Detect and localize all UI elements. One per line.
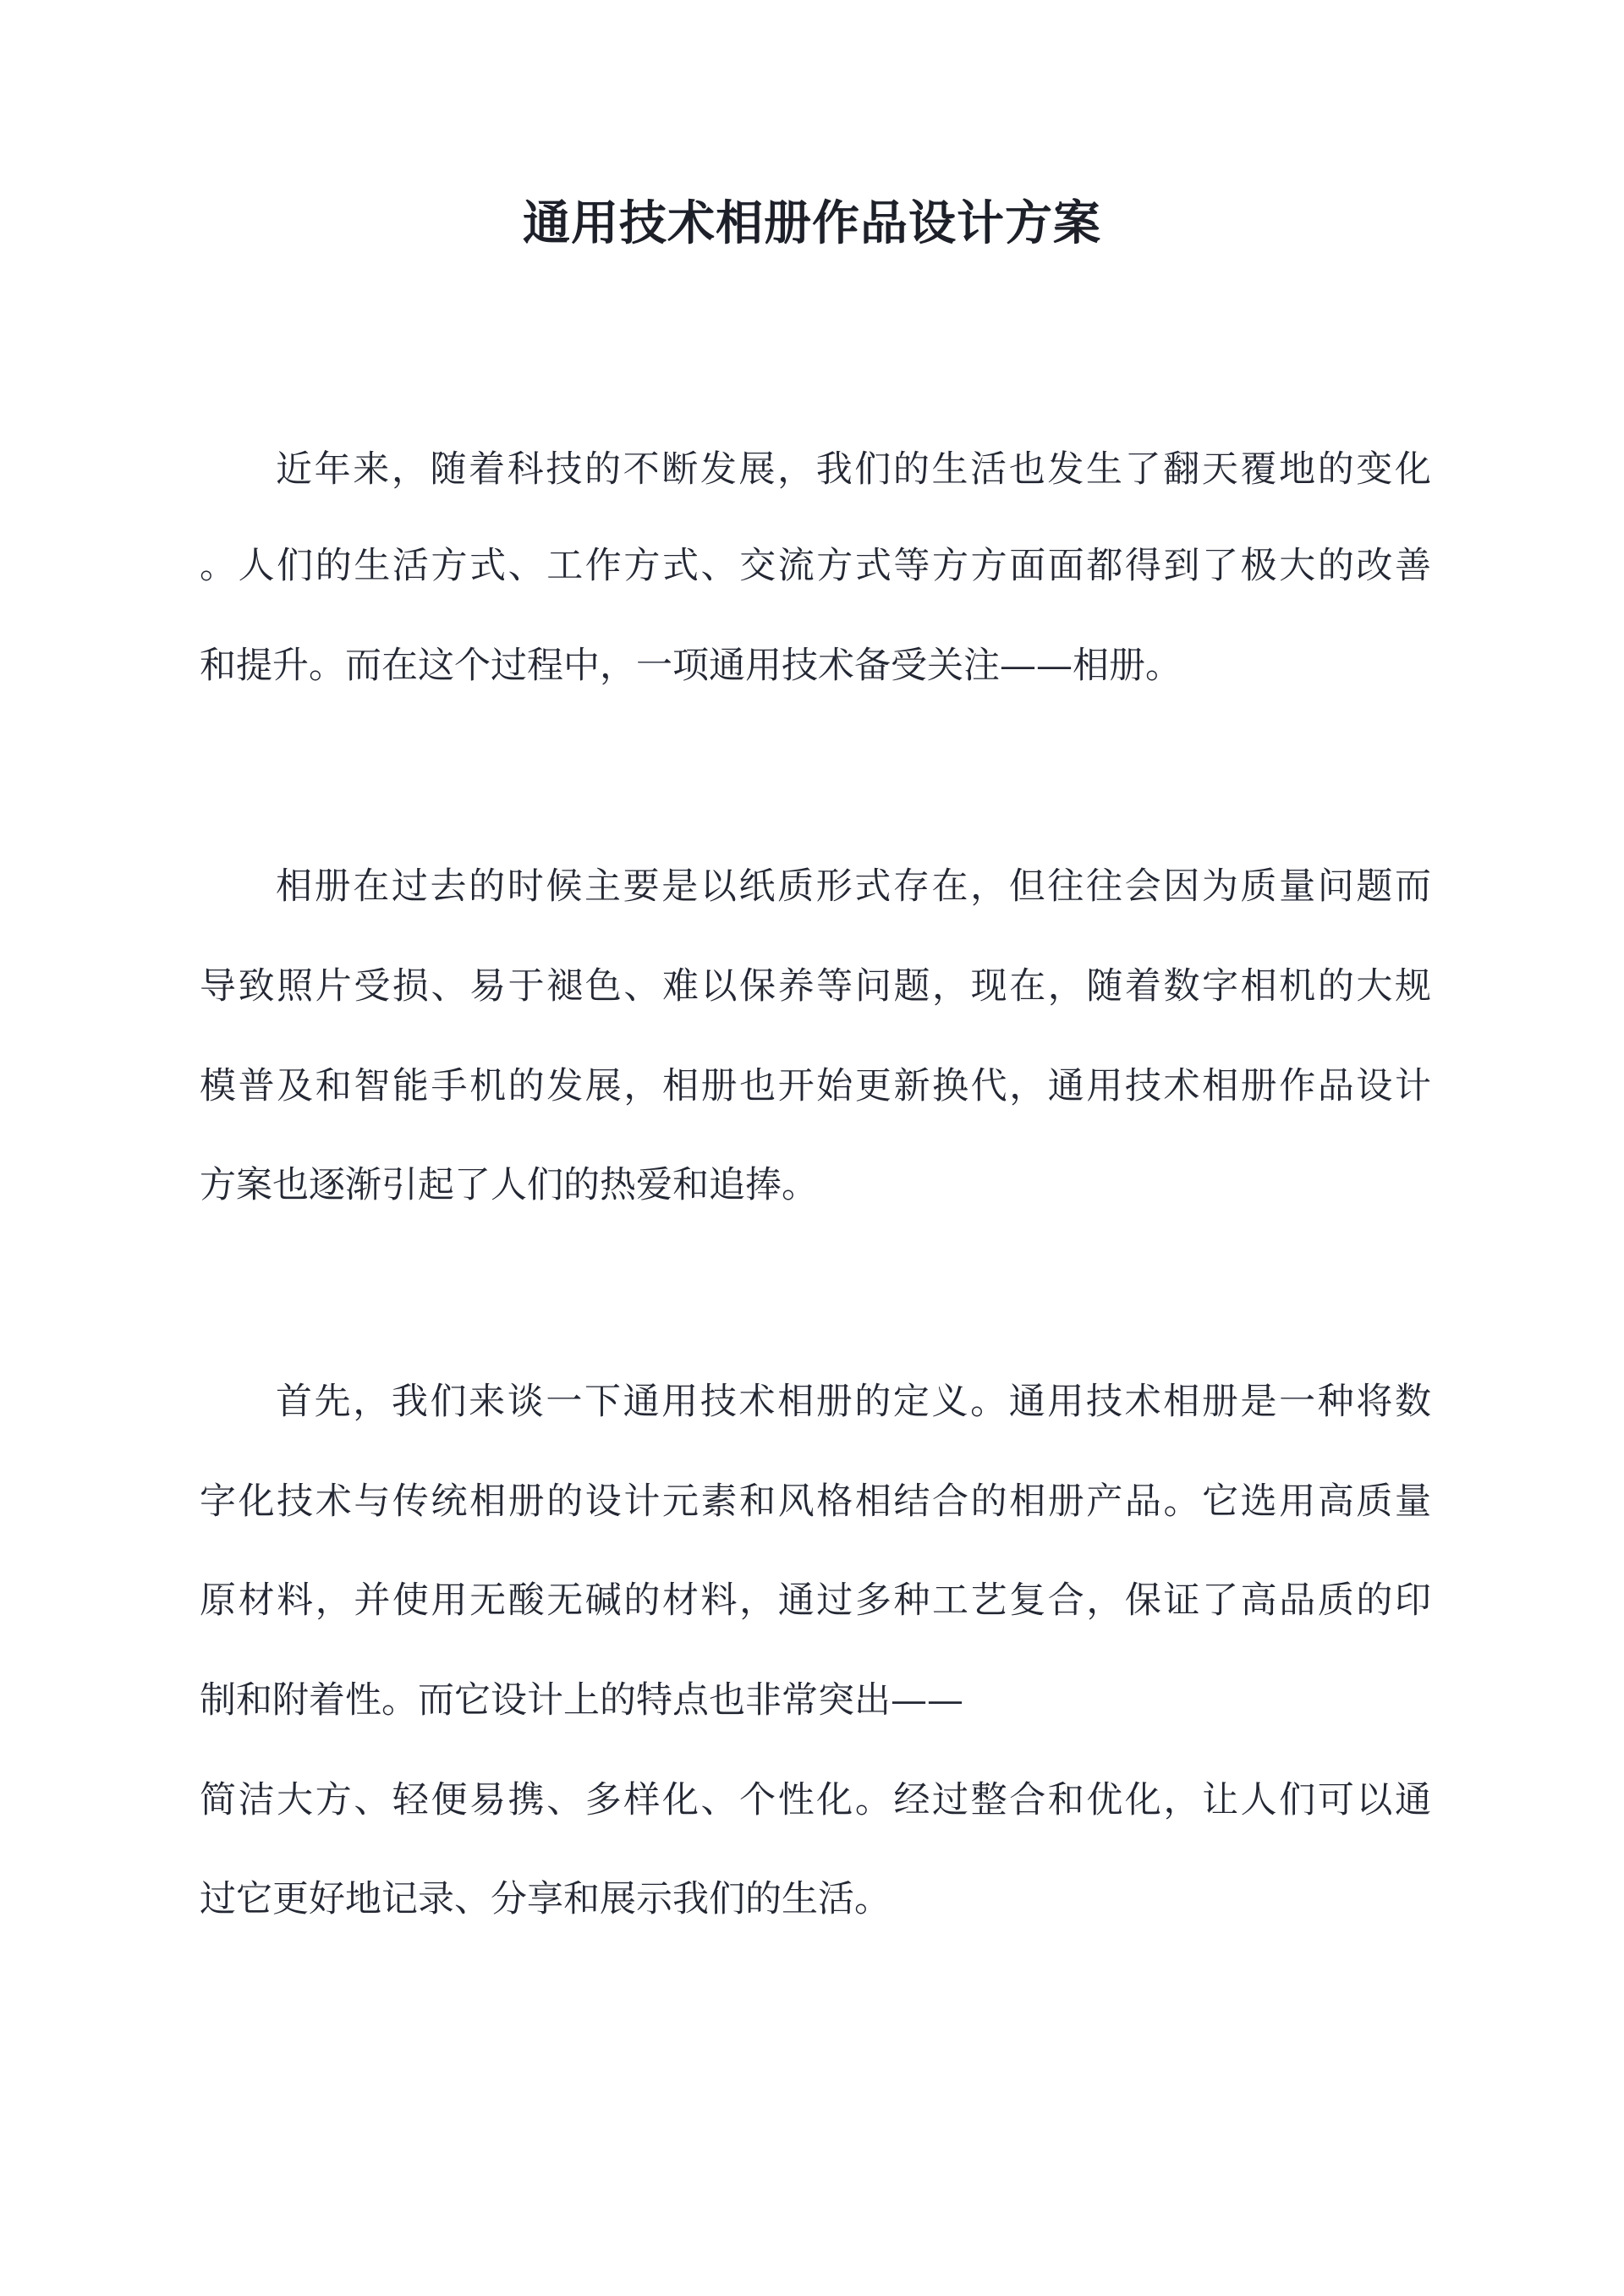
paragraph-line: 。人们的生活方式、工作方式、交流方式等方方面面都得到了极大的改善: [200, 545, 1431, 587]
paragraph-line: 原材料，并使用无酸无碱的材料，通过多种工艺复合，保证了高品质的印: [200, 1579, 1431, 1622]
paragraph-line: 简洁大方、轻便易携、多样化、个性化。经过整合和优化，让人们可以通: [200, 1779, 1431, 1821]
paragraph-line: 模普及和智能手机的发展，相册也开始更新换代，通用技术相册作品设计: [200, 1065, 1431, 1107]
paragraph-line: 方案也逐渐引起了人们的热爱和追捧。: [200, 1164, 818, 1206]
document-title: 通用技术相册作品设计方案: [523, 195, 1101, 251]
paragraph-line: 和提升。而在这个过程中，一项通用技术备受关注——相册。: [200, 645, 1182, 687]
paragraph-line: 过它更好地记录、分享和展示我们的生活。: [200, 1878, 891, 1920]
paragraph-line: 相册在过去的时候主要是以纸质形式存在，但往往会因为质量问题而: [276, 865, 1431, 908]
paragraph-line: 导致照片受损、易于褪色、难以保养等问题，现在，随着数字相机的大规: [200, 965, 1431, 1008]
paragraph-line: 制和附着性。而它设计上的特点也非常突出——: [200, 1679, 963, 1722]
paragraph-line: 首先，我们来谈一下通用技术相册的定义。通用技术相册是一种将数: [276, 1381, 1431, 1423]
paragraph-line: 近年来，随着科技的不断发展，我们的生活也发生了翻天覆地的变化: [276, 448, 1431, 491]
paragraph-line: 字化技术与传统相册的设计元素和风格相结合的相册产品。它选用高质量: [200, 1480, 1431, 1523]
